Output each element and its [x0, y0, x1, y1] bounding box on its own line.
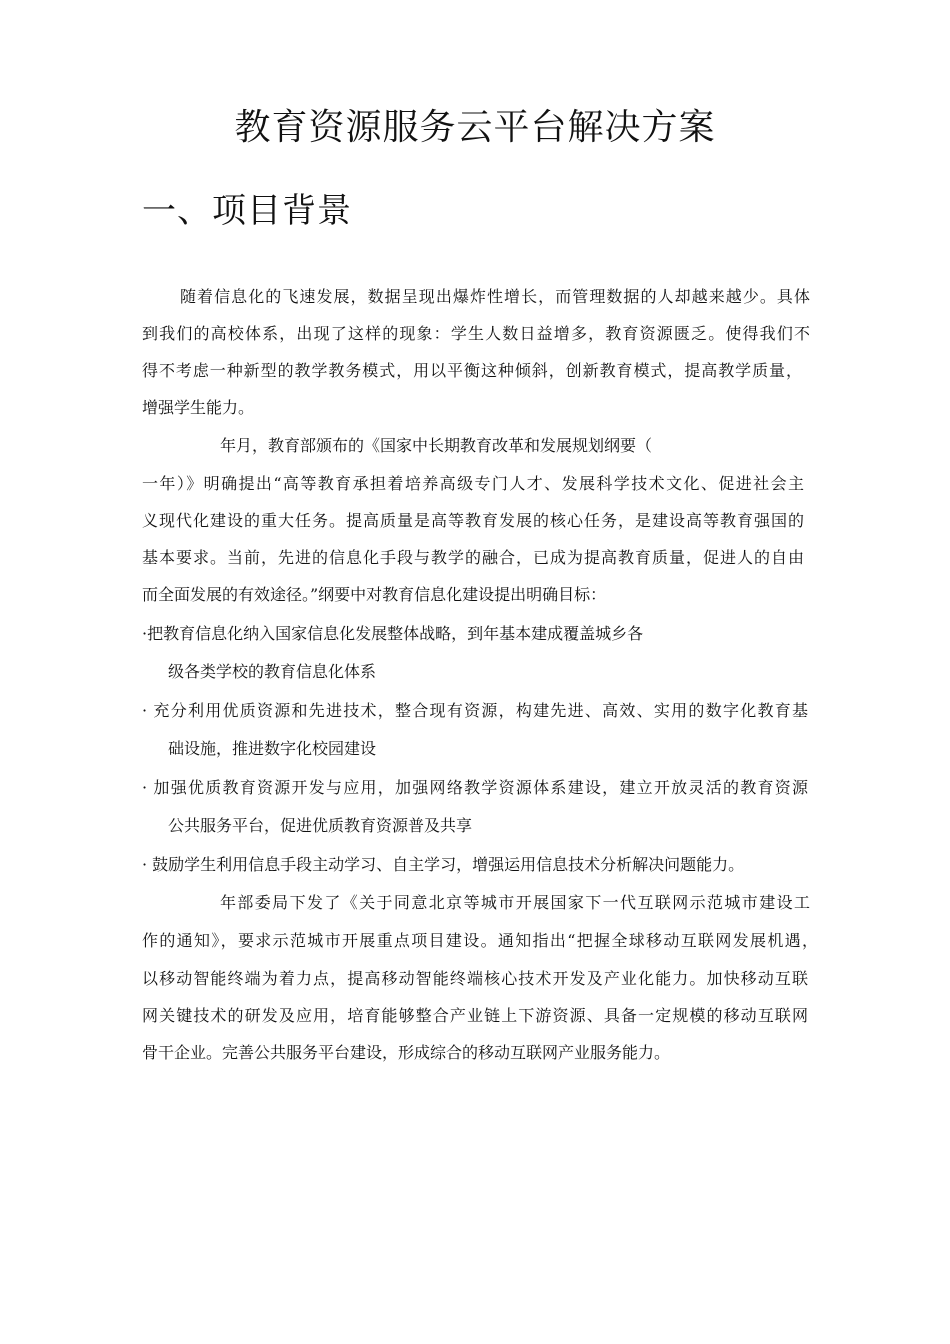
bullet-1-line-1: ·把教育信息化纳入国家信息化发展整体战略，到年基本建成覆盖城乡各: [142, 624, 644, 643]
bullet-2-line-1: · 充分利用优质资源和先进技术，整合现有资源，构建先进、高效、实用的数字化教育基: [142, 701, 808, 720]
paragraph-1-line-2: 到我们的高校体系，出现了这样的现象：学生人数日益增多，教育资源匮乏。使得我们不: [142, 324, 810, 343]
paragraph-2-line-3: 义现代化建设的重大任务。提高质量是高等教育发展的核心任务，是建设高等教育强国的: [142, 511, 804, 530]
paragraph-2-line-4: 基本要求。当前，先进的信息化手段与教学的融合，已成为提高教育质量，促进人的自由: [142, 548, 804, 567]
bullet-3-line-2: 公共服务平台，促进优质教育资源普及共享: [168, 816, 473, 835]
paragraph-3-line-3: 以移动智能终端为着力点，提高移动智能终端核心技术开发及产业化能力。加快移动互联: [142, 969, 808, 988]
paragraph-3-line-2: 作的通知》，要求示范城市开展重点项目建设。通知指出“把握全球移动互联网发展机遇，: [142, 931, 818, 950]
paragraph-2-line-1: 年月，教育部颁布的《国家中长期教育改革和发展规划纲要（: [220, 436, 653, 455]
bullet-2-line-2: 础设施，推进数字化校园建设: [168, 739, 377, 758]
bullet-3-line-1: · 加强优质教育资源开发与应用，加强网络教学资源体系建设，建立开放灵活的教育资源: [142, 778, 808, 797]
bullet-4-line-1: · 鼓励学生利用信息手段主动学习、自主学习，增强运用信息技术分析解决问题能力。: [142, 855, 745, 874]
paragraph-1-line-1: 随着信息化的飞速发展，数据呈现出爆炸性增长，而管理数据的人却越来越少。具体: [180, 287, 810, 306]
paragraph-2-line-5: 而全面发展的有效途径。”纲要中对教育信息化建设提出明确目标：: [142, 585, 607, 604]
paragraph-3-line-4: 网关键技术的研发及应用，培育能够整合产业链上下游资源、具备一定规模的移动互联网: [142, 1006, 808, 1025]
paragraph-1-line-3: 得不考虑一种新型的教学教务模式，用以平衡这种倾斜，创新教育模式，提高教学质量，: [142, 361, 802, 380]
paragraph-2-line-2: 一年）》明确提出“高等教育承担着培养高级专门人才、发展科学技术文化、促进社会主: [142, 474, 804, 493]
paragraph-3-line-5: 骨干企业。完善公共服务平台建设，形成综合的移动互联网产业服务能力。: [142, 1043, 671, 1062]
paragraph-3-line-1: 年部委局下发了《关于同意北京等城市开展国家下一代互联网示范城市建设工: [220, 893, 810, 912]
paragraph-1-line-4: 增强学生能力。: [142, 398, 255, 417]
section-heading: 一、项目背景: [142, 191, 352, 231]
bullet-1-line-2: 级各类学校的教育信息化体系: [168, 662, 377, 681]
document-title: 教育资源服务云平台解决方案: [234, 107, 716, 148]
